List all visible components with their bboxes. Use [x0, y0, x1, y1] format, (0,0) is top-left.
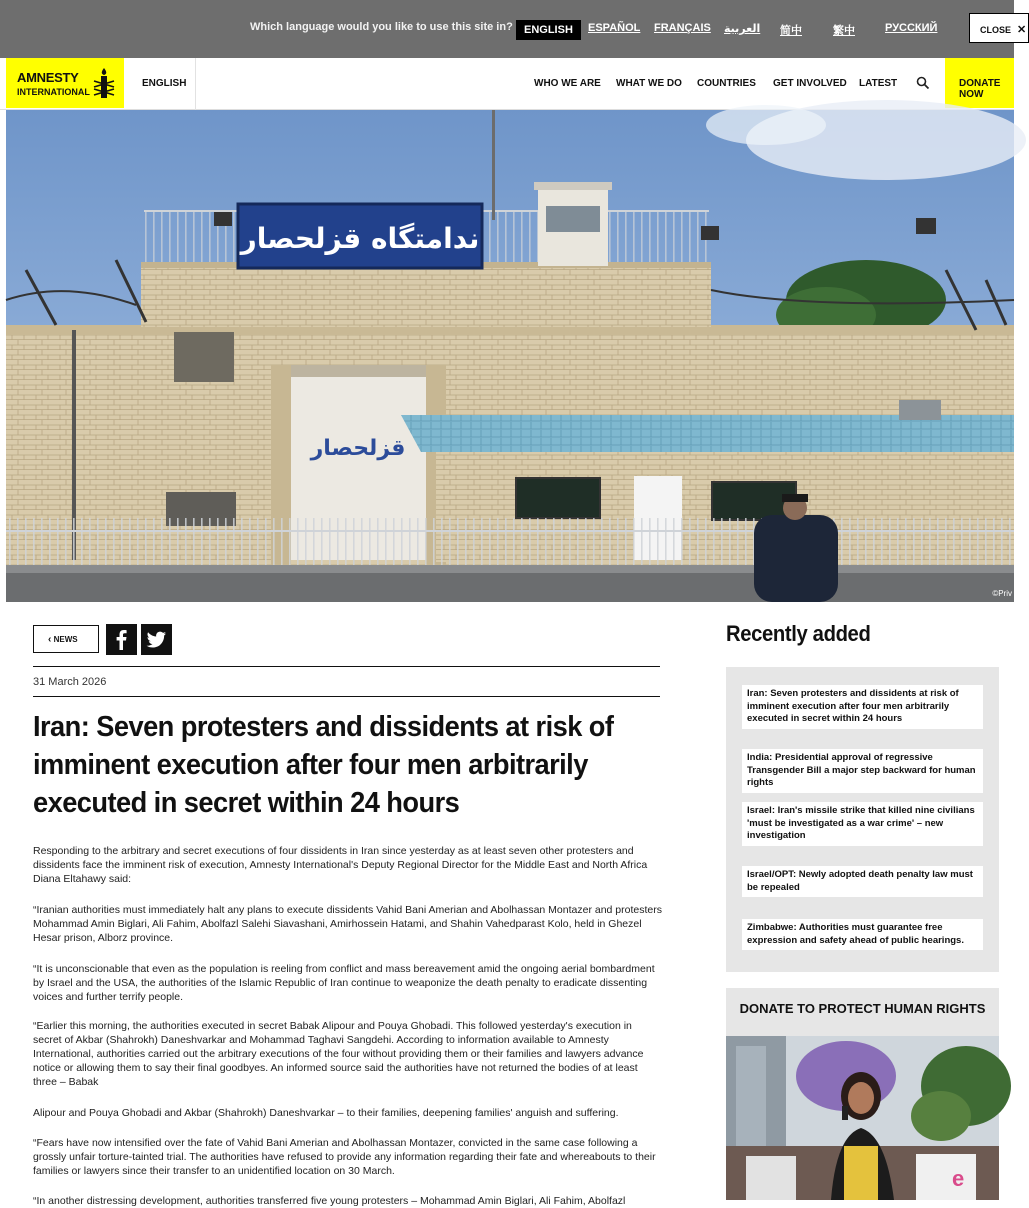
donate-promo-heading: DONATE TO PROTECT HUMAN RIGHTS [739, 1001, 986, 1016]
language-question: Which language would you like to use this site in? [250, 21, 513, 33]
language-bar [0, 0, 1027, 58]
donate-protest-photo[interactable] [726, 1036, 999, 1200]
nav-who-we-are[interactable]: WHO WE ARE [534, 78, 601, 89]
search-icon[interactable] [916, 76, 930, 90]
recently-added-list [726, 667, 999, 972]
back-label: NEWS [53, 635, 78, 644]
recent-item[interactable]: India: Presidential approval of regressive Transgender Bill a major step backward for human rights [742, 749, 983, 793]
close-icon: ✕ [1017, 24, 1027, 36]
recent-item[interactable]: Israel: Iran's missile strike that killed nine civilians 'must be investigated as a war crime' – new investigation [742, 802, 983, 846]
prison-illustration [6, 110, 1014, 602]
nav-countries[interactable]: COUNTRIES [697, 78, 756, 89]
article-paragraph: “In another distressing development, authorities transferred five young protesters – Mohammad Amin Biglari, Ali Fahim, Abolfazl [33, 1195, 626, 1207]
article-paragraph: Responding to the arbitrary and secret executions of four dissidents in Iran since yesterday as at least seven other protesters and dissidents face the imminent risk of execution, Amnesty International's Deputy Regional Director for the Middle East and North Africa Diana Eltahawy said: [33, 845, 648, 885]
language-option-simplified-chinese[interactable]: 简中 [780, 24, 802, 37]
donate-now-button[interactable]: DONATE NOW [945, 58, 1014, 108]
twitter-bird-icon [141, 624, 172, 655]
article-title: Iran: Seven protesters and dissidents at risk of imminent execution after four men arbitrarily executed in secret within 24 hours [33, 711, 614, 819]
candle-barbed-wire-icon [92, 67, 116, 101]
language-option-english[interactable]: ENGLISH [516, 20, 581, 40]
current-language-selector[interactable]: ENGLISH [142, 78, 187, 89]
article-paragraph: “Fears have now intensified over the fate of Vahid Bani Amerian and Abolhassan Montazer, convicted in the same case following a grossly unfair torture-tainted trial. The authorities have refused to provide any information regarding their fate and whereabouts to their families or lawyers since their transfer to an unidentified location on 30 March. [33, 1137, 656, 1177]
photo-credit: ©Priv [992, 589, 1012, 598]
prison-sign-text: ندامتگاه قزلحصار [240, 222, 480, 255]
recent-item[interactable]: Iran: Seven protesters and dissidents at risk of imminent execution after four men arbitrarily executed in secret within 24 hours [742, 685, 983, 729]
close-label: CLOSE [980, 25, 1012, 35]
article-paragraph: “Iranian authorities must immediately halt any plans to execute dissidents Vahid Bani Amerian and Abolhassan Montazer and protesters Mohammad Amin Biglari, Ali Fahim, Abolfazl Salehi Siavashani, Amirhossein Hatami, and Shahin Vahedparast Kolo, held in Ghezel Hesar prison, Alborz province. [33, 904, 662, 944]
language-option-francais[interactable]: FRANÇAIS [654, 22, 711, 34]
language-option-espanol[interactable]: ESPAÑOL [588, 22, 641, 34]
logo-text-international: INTERNATIONAL [17, 87, 90, 97]
language-option-arabic[interactable]: العربية [724, 22, 761, 35]
language-option-russian[interactable]: РУССКИЙ [885, 22, 938, 34]
article-paragraph: “It is unconscionable that even as the population is reeling from conflict and mass bereavement amid the ongoing aerial bombardment by Israel and the USA, the authorities of the Islamic Republic of Iran continue to weaponize the death penalty to eradicate dissenting voices and further terrify people. [33, 963, 655, 1003]
logo-text-amnesty: AMNESTY [17, 70, 79, 85]
gate-sign-text: قزلحصار [310, 436, 406, 461]
back-to-news-button[interactable] [33, 625, 99, 653]
nav-latest[interactable]: LATEST [859, 78, 898, 89]
banner-text: e [952, 1166, 965, 1191]
twitter-share-button[interactable] [141, 624, 172, 655]
chevron-left-icon: ‹ [48, 634, 52, 645]
header-divider [195, 58, 196, 110]
recent-item[interactable]: Zimbabwe: Authorities must guarantee free expression and safety ahead of public hearings. [742, 919, 983, 950]
nav-get-involved[interactable]: GET INVOLVED [773, 78, 847, 89]
language-option-traditional-chinese[interactable]: 繁中 [833, 24, 855, 37]
date-top-rule [33, 666, 660, 667]
recently-added-heading: Recently added [726, 621, 871, 646]
recent-item[interactable]: Israel/OPT: Newly adopted death penalty law must be repealed [742, 866, 983, 897]
close-language-bar-button[interactable] [969, 13, 1029, 43]
nav-what-we-do[interactable]: WHAT WE DO [616, 78, 682, 89]
article-paragraph: “Earlier this morning, the authorities executed in secret Babak Alipour and Pouya Ghobadi. This followed yesterday's execution in secret of Akbar (Shahrokh) Daneshvarkar and Mohammad Taghavi Sangdehi. According to information available to Amnesty International, authorities carried out the arbitrary executions of the four without providing them or their families and lawyers advance notice or allowing them to say their final goodbyes. An informed source said the authorities have not returned the bodies of at least three – Babak [33, 1020, 644, 1088]
article-paragraph: Alipour and Pouya Ghobadi and Akbar (Shahrokh) Daneshvarkar – to their families, deepening families' anguish and suffering. [33, 1107, 619, 1119]
facebook-share-button[interactable] [106, 624, 137, 655]
hero-image-prison [6, 110, 1014, 602]
donate-promo[interactable] [726, 988, 999, 1200]
amnesty-logo[interactable] [6, 58, 124, 108]
date-bottom-rule [33, 696, 660, 697]
facebook-icon [106, 624, 137, 655]
article-date: 31 March 2026 [33, 676, 107, 688]
